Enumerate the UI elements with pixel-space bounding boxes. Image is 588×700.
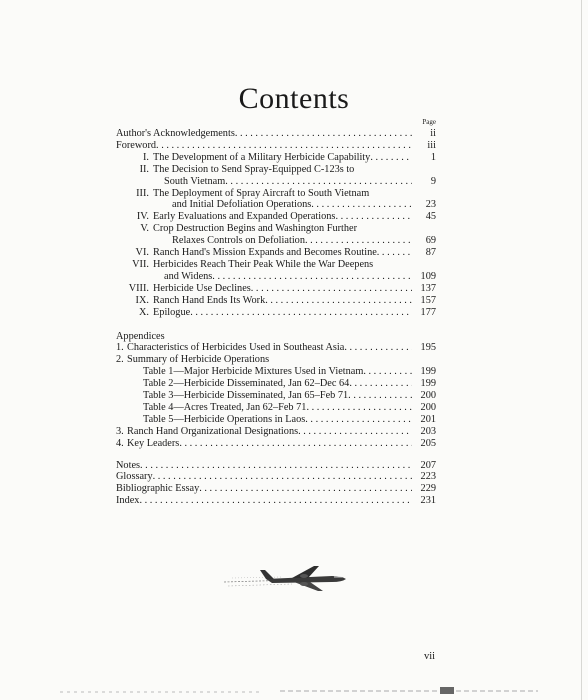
table-page: 199 xyxy=(420,378,436,390)
toc-entry-appendix-4[interactable] xyxy=(116,438,436,450)
dot-leader xyxy=(140,460,412,472)
toc-entry-chapter-5-cont[interactable] xyxy=(116,235,436,247)
dot-leader xyxy=(363,366,412,378)
chapter-title: The Deployment of Spray Aircraft to South Vietnam xyxy=(153,187,370,199)
toc-entry-chapter-8[interactable] xyxy=(116,283,436,295)
toc-entry-chapter-6[interactable] xyxy=(116,247,436,259)
chapter-number: VII. xyxy=(132,258,149,270)
dot-leader xyxy=(305,414,412,426)
dot-leader xyxy=(298,426,412,438)
toc-entry-appendix-3[interactable] xyxy=(116,426,436,438)
appendix-page: 205 xyxy=(420,437,436,449)
chapter-page: 1 xyxy=(430,151,436,163)
toc-entry-table-2[interactable] xyxy=(116,378,436,390)
page-number: vii xyxy=(424,651,436,662)
appendix-title: Characteristics of Herbicides Used in Southeast Asia xyxy=(127,342,345,354)
chapter-number: X. xyxy=(138,306,149,318)
toc-entry-chapter-9[interactable] xyxy=(116,295,436,307)
appendix-number: 3. xyxy=(116,425,124,437)
toc-entry-bibliographic-essay[interactable] xyxy=(116,483,436,495)
toc-entry-table-1[interactable] xyxy=(116,366,436,378)
table-of-contents xyxy=(116,118,436,507)
spray-aircraft-illustration xyxy=(222,560,350,594)
chapter-page: 177 xyxy=(420,306,436,318)
entry-title: Author's Acknowledgements xyxy=(116,128,235,139)
dot-leader xyxy=(190,307,412,319)
toc-entry-table-3[interactable] xyxy=(116,390,436,402)
table-title: Table 4—Acres Treated, Jan 62–Feb 71 xyxy=(143,401,307,413)
table-title: Table 3—Herbicide Disseminated, Jan 65–Feb 71 xyxy=(143,390,349,402)
dot-leader xyxy=(212,271,412,283)
chapter-number: II. xyxy=(139,163,149,175)
entry-page: iii xyxy=(427,139,436,151)
table-page: 200 xyxy=(420,401,436,413)
toc-entry-chapter-3-cont[interactable] xyxy=(116,199,436,211)
dot-leader xyxy=(348,390,412,402)
chapter-title: The Development of a Military Herbicide Capability xyxy=(153,151,371,163)
chapter-title-cont: South Vietnam xyxy=(164,175,226,187)
dot-leader xyxy=(344,342,412,354)
chapter-number: III. xyxy=(136,187,149,199)
toc-entry-notes[interactable] xyxy=(116,460,436,472)
dot-leader xyxy=(377,247,412,259)
scan-edge-artifacts xyxy=(60,686,540,696)
appendix-title: Key Leaders xyxy=(127,437,180,449)
dot-leader xyxy=(251,283,412,295)
table-title: Table 1—Major Herbicide Mixtures Used in Vietnam xyxy=(143,366,364,378)
toc-entry-foreword[interactable] xyxy=(116,140,436,152)
toc-entry-chapter-7[interactable] xyxy=(116,259,436,271)
dot-leader xyxy=(153,471,412,483)
dot-leader xyxy=(306,402,412,414)
chapter-page: 87 xyxy=(425,247,436,259)
table-title: Table 5—Herbicide Operations in Laos xyxy=(143,413,306,425)
entry-title: Glossary xyxy=(116,471,153,483)
toc-entry-chapter-10[interactable] xyxy=(116,307,436,319)
chapter-number: IX. xyxy=(135,294,149,306)
chapter-title: Ranch Hand's Mission Expands and Becomes Routine xyxy=(153,247,377,259)
appendices-heading-text: Appendices xyxy=(116,330,165,342)
chapter-number: V. xyxy=(140,223,149,235)
dot-leader xyxy=(156,140,412,152)
entry-page: 223 xyxy=(420,471,436,483)
dot-leader xyxy=(370,152,412,164)
entry-page: 229 xyxy=(420,483,436,495)
table-page: 201 xyxy=(420,413,436,425)
chapter-number: I. xyxy=(142,151,149,163)
chapter-title: The Decision to Send Spray-Equipped C-123s to xyxy=(153,163,355,175)
dot-leader xyxy=(311,199,412,211)
toc-entry-chapter-1[interactable] xyxy=(116,152,436,164)
appendix-title: Ranch Hand Organizational Designations xyxy=(127,425,299,437)
chapter-title: Herbicides Reach Their Peak While the War Deepens xyxy=(153,258,374,270)
dot-leader xyxy=(305,235,412,247)
toc-entry-chapter-2[interactable] xyxy=(116,164,436,176)
dot-leader xyxy=(335,211,412,223)
chapter-page: 137 xyxy=(420,282,436,294)
appendix-title: Summary of Herbicide Operations xyxy=(127,354,270,366)
toc-entry-table-4[interactable] xyxy=(116,402,436,414)
toc-entry-table-5[interactable] xyxy=(116,414,436,426)
appendices-heading xyxy=(116,331,436,343)
appendix-page: 195 xyxy=(420,342,436,354)
toc-entry-chapter-3[interactable] xyxy=(116,188,436,200)
chapter-title-cont: Relaxes Controls on Defoliation xyxy=(172,235,305,247)
table-page: 199 xyxy=(420,366,436,378)
chapter-page: 45 xyxy=(425,211,436,223)
appendix-number: 4. xyxy=(116,437,124,449)
dot-leader xyxy=(179,438,412,450)
toc-entry-acknowledgements[interactable] xyxy=(116,128,436,140)
toc-entry-glossary[interactable] xyxy=(116,471,436,483)
table-page: 200 xyxy=(420,390,436,402)
chapter-page: 9 xyxy=(430,175,436,187)
page-column-header: Page xyxy=(422,118,436,126)
chapter-title: Ranch Hand Ends Its Work xyxy=(153,294,266,306)
toc-entry-chapter-7-cont[interactable] xyxy=(116,271,436,283)
chapter-number: VI. xyxy=(135,247,149,259)
chapter-title: Epilogue xyxy=(153,306,191,318)
appendix-page: 203 xyxy=(420,425,436,437)
appendix-number: 1. xyxy=(116,342,124,354)
toc-entry-chapter-4[interactable] xyxy=(116,211,436,223)
page-title: Contents xyxy=(238,82,350,115)
entry-title: Foreword xyxy=(116,139,157,151)
chapter-number: IV. xyxy=(136,211,149,223)
entry-title: Notes xyxy=(116,459,141,471)
dot-leader xyxy=(139,495,412,507)
chapter-title: Herbicide Use Declines xyxy=(153,282,251,294)
entry-page: 231 xyxy=(420,495,436,507)
entry-page: 207 xyxy=(420,459,436,471)
chapter-number: VIII. xyxy=(128,282,149,294)
appendix-number: 2. xyxy=(116,354,124,366)
chapter-page: 69 xyxy=(425,235,436,247)
dot-leader xyxy=(265,295,412,307)
toc-entry-index[interactable] xyxy=(116,495,436,507)
dot-leader xyxy=(349,378,412,390)
toc-entry-appendix-2[interactable] xyxy=(116,354,436,366)
toc-entry-chapter-5[interactable] xyxy=(116,223,436,235)
table-title: Table 2—Herbicide Disseminated, Jan 62–Dec 64 xyxy=(143,378,350,390)
chapter-title-cont: and Initial Defoliation Operations xyxy=(172,199,312,211)
entry-title: Index xyxy=(116,495,140,507)
toc-entry-appendix-1[interactable] xyxy=(116,342,436,354)
dot-leader xyxy=(235,128,412,140)
chapter-page: 23 xyxy=(425,199,436,211)
dot-leader xyxy=(225,176,412,188)
toc-entry-chapter-2-cont[interactable] xyxy=(116,176,436,188)
chapter-title: Crop Destruction Begins and Washington Further xyxy=(153,223,358,235)
entry-page: ii xyxy=(430,128,436,139)
dot-leader xyxy=(199,483,412,495)
chapter-title: Early Evaluations and Expanded Operations xyxy=(153,211,336,223)
chapter-page: 109 xyxy=(420,270,436,282)
entry-title: Bibliographic Essay xyxy=(116,483,200,495)
chapter-page: 157 xyxy=(420,294,436,306)
chapter-title-cont: and Widens xyxy=(164,270,213,282)
